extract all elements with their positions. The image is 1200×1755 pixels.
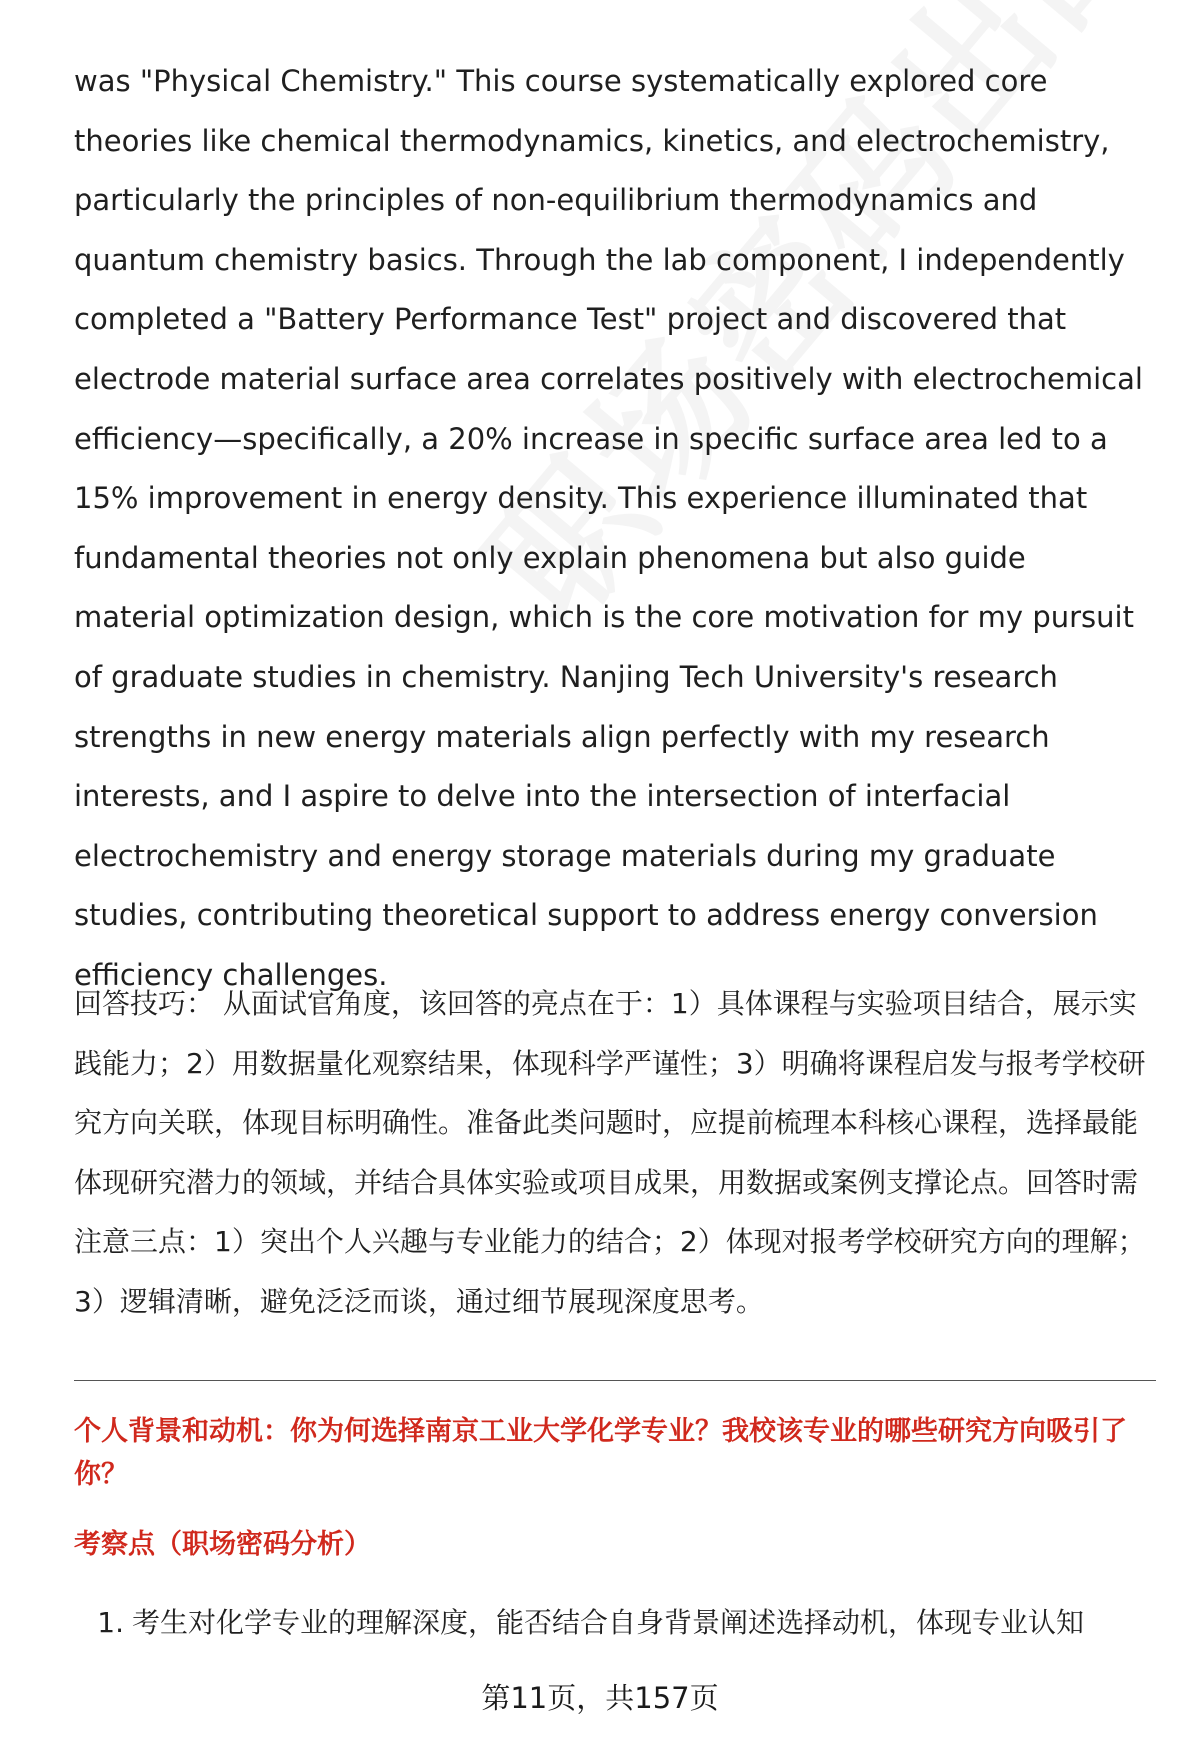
evaluation-points-heading: 考察点（职场密码分析） [74, 1529, 371, 1560]
answer-english-paragraph: was "Physical Chemistry." This course systematically explored core theories like chemical thermodynamics, kinetics, and electrochemistry, particularly the principles of non-equilibrium thermodynamics and quantum chemistry basics. Through the lab component, I independently completed a "Battery Performance Test" project and discovered that electrode material surface area correlates positively with electrochemical efficiency—specifically, a 20% increase in specific surface area led to a 15% improvement in energy density. This experience illuminated that fundamental theories not only explain phenomena but also guide material optimization design, which is the core motivation for my pursuit of graduate studies in chemistry. Nanjing Tech University's research strengths in new energy materials align perfectly with my research interests, and I aspire to delve into the intersection of interfacial electrochemistry and energy storage materials during my graduate studies, contributing theoretical support to address energy conversion efficiency challenges. [74, 64, 1143, 992]
evaluation-points-list [74, 1602, 1164, 1644]
list-item-number: 1. [97, 1606, 124, 1639]
list-item [74, 1602, 1164, 1644]
page-number: 第11页，共157页 [481, 1681, 719, 1715]
question-title: 个人背景和动机：你为何选择南京工业大学化学专业？我校该专业的哪些研究方向吸引了你？ [74, 1416, 1127, 1490]
section-divider [74, 1380, 1156, 1381]
list-item-text: 考生对化学专业的理解深度，能否结合自身背景阐述选择动机，体现专业认知 [132, 1606, 1085, 1639]
answer-tip-paragraph: 回答技巧： 从面试官角度，该回答的亮点在于：1）具体课程与实验项目结合，展示实践能力；2）用数据量化观察结果，体现科学严谨性；3）明确将课程启发与报考学校研究方向关联，体现目标明确性。准备此类问题时，应提前梳理本科核心课程，选择最能体现研究潜力的领域，并结合具体实验或项目成果，用数据或案例支撑论点。回答时需注意三点：1）突出个人兴趣与专业能力的结合；2）体现对报考学校研究方向的理解；3）逻辑清晰，避免泛泛而谈，通过细节展现深度思考。 [74, 987, 1146, 1318]
